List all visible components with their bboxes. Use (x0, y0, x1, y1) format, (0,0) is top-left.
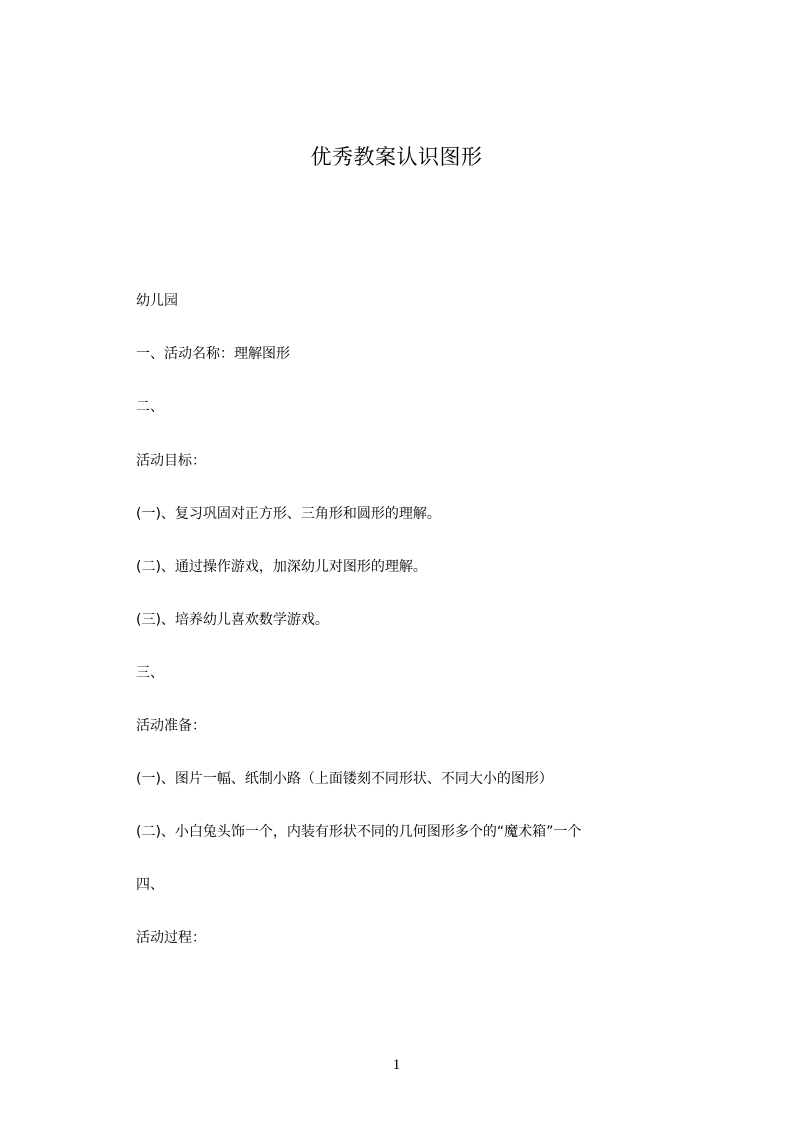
paragraph-activity-prep: 活动准备： (136, 718, 206, 734)
paragraph-activity-name: 一、活动名称：理解图形 (136, 346, 290, 362)
paragraph-goal-one: (一)、复习巩固对正方形、三角形和圆形的理解。 (136, 506, 441, 522)
paragraph-kindergarten: 幼儿园 (136, 293, 178, 309)
paragraph-activity-goals: 活动目标： (136, 453, 206, 469)
document-title: 优秀教案认识图形 (310, 145, 483, 169)
paragraph-prep-one: (一)、图片一幅、纸制小路（上面镂刻不同形状、不同大小的图形） (136, 771, 553, 787)
paragraph-prep-two: (二)、小白兔头饰一个，内装有形状不同的几何图形多个的“魔术箱”一个 (136, 824, 582, 840)
paragraph-section-three: 三、 (136, 665, 164, 681)
page-number: 1 (392, 1057, 401, 1073)
paragraph-section-four: 四、 (136, 877, 164, 893)
paragraph-activity-process: 活动过程： (136, 930, 206, 946)
paragraph-goal-three: (三)、培养幼儿喜欢数学游戏。 (136, 612, 329, 628)
paragraph-section-two: 二、 (136, 399, 164, 415)
paragraph-goal-two: (二)、通过操作游戏，加深幼儿对图形的理解。 (136, 559, 427, 575)
